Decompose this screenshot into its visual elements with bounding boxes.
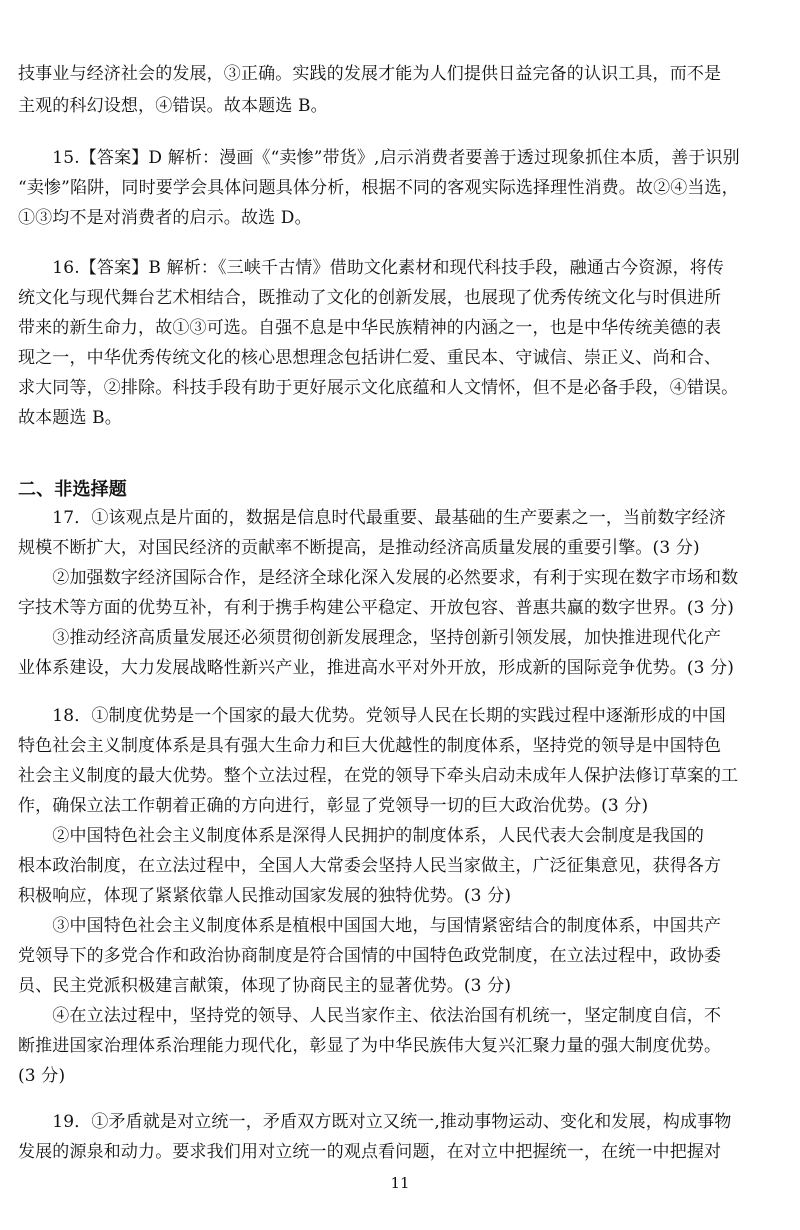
page-number: 11 xyxy=(390,1174,410,1192)
section-heading: 二、非选择题 xyxy=(18,479,127,500)
text-line: 社会主义制度的最大优势。整个立法过程，在党的领导下牵头启动未成年人保护法修订草案的工 xyxy=(18,766,739,786)
text-line: 业体系建设，大力发展战略性新兴产业，推进高水平对外开放，形成新的国际竞争优势。(3 分) xyxy=(18,658,735,678)
text-line: 故本题选 B。 xyxy=(18,408,122,428)
text-line: 现之一，中华优秀传统文化的核心思想理念包括讲仁爱、重民本、守诚信、崇正义、尚和合、 xyxy=(18,348,722,368)
text-line: (3 分) xyxy=(18,1066,66,1086)
text-line: 特色社会主义制度体系是具有强大生命力和巨大优越性的制度体系，坚持党的领导是中国特色 xyxy=(18,736,722,756)
text-line: 规模不断扩大，对国民经济的贡献率不断提高，是推动经济高质量发展的重要引擎。(3 分) xyxy=(18,538,700,558)
text-line: 带来的新生命力，故①③可选。自强不息是中华民族精神的内涵之一，也是中华传统美德的表 xyxy=(18,318,722,338)
text-line: 字技术等方面的优势互补，有利于携手构建公平稳定、开放包容、普惠共赢的数字世界。(3 分) xyxy=(18,598,735,618)
text-line: 员、民主党派积极建言献策，体现了协商民主的显著优势。(3 分) xyxy=(18,976,512,996)
answer-18-line: 18．①制度优势是一个国家的最大优势。党领导人民在长期的实践过程中逐渐形成的中国 xyxy=(18,706,726,726)
text-line: 作，确保立法工作朝着正确的方向进行，彰显了党领导一切的巨大政治优势。(3 分) xyxy=(18,796,649,816)
text-line: 技事业与经济社会的发展，③正确。实践的发展才能为人们提供日益完备的认识工具，而不是 xyxy=(18,64,722,84)
text-line: 党领导下的多党合作和政治协商制度是符合国情的中国特色政党制度，在立法过程中，政协委 xyxy=(18,946,722,966)
answer-17-line: 17．①该观点是片面的，数据是信息时代最重要、最基础的生产要素之一，当前数字经济 xyxy=(18,508,726,528)
text-line: ②中国特色社会主义制度体系是深得人民拥护的制度体系，人民代表大会制度是我国的 xyxy=(18,826,704,846)
text-line: 断推进国家治理体系治理能力现代化，彰显了为中华民族伟大复兴汇聚力量的强大制度优势。 xyxy=(18,1036,722,1056)
text-line: ③推动经济高质量发展还必须贯彻创新发展理念，坚持创新引领发展，加快推进现代化产 xyxy=(18,628,722,648)
text-line: ②加强数字经济国际合作，是经济全球化深入发展的必然要求，有利于实现在数字市场和数 xyxy=(18,568,739,588)
text-line: 主观的科幻设想，④错误。故本题选 B。 xyxy=(18,96,328,116)
text-line: 统文化与现代舞台艺术相结合，既推动了文化的创新发展，也展现了优秀传统文化与时俱进所 xyxy=(18,288,722,308)
text-line: ①③均不是对消费者的启示。故选 D。 xyxy=(18,208,312,228)
text-line: 积极响应，体现了紧紧依靠人民推动国家发展的独特优势。(3 分) xyxy=(18,886,512,906)
answer-16-line: 16.【答案】B 解析：《三峡千古情》借助文化素材和现代科技手段，融通古今资源，将传 xyxy=(18,258,725,278)
text-line: ③中国特色社会主义制度体系是植根中国国大地，与国情紧密结合的制度体系，中国共产 xyxy=(18,916,722,936)
text-line: 求大同等，②排除。科技手段有助于更好展示文化底蕴和人文情怀，但不是必备手段，④错误。 xyxy=(18,378,739,398)
text-line: ④在立法过程中，坚持党的领导、人民当家作主、依法治国有机统一，坚定制度自信，不 xyxy=(18,1006,722,1026)
answer-19-line: 19．①矛盾就是对立统一，矛盾双方既对立又统一,推动事物运动、变化和发展，构成事物 xyxy=(18,1112,732,1132)
text-line: 根本政治制度，在立法过程中，全国人大常委会坚持人民当家做主，广泛征集意见，获得各方 xyxy=(18,856,722,876)
answer-15-line: 15.【答案】D 解析：漫画《“卖惨”带货》,启示消费者要善于透过现象抓住本质，善于识别 xyxy=(18,148,740,168)
text-line: “卖惨”陷阱，同时要学会具体问题具体分析，根据不同的客观实际选择理性消费。故②④当选， xyxy=(18,178,739,198)
text-line: 发展的源泉和动力。要求我们用对立统一的观点看问题，在对立中把握统一，在统一中把握对 xyxy=(18,1142,722,1162)
